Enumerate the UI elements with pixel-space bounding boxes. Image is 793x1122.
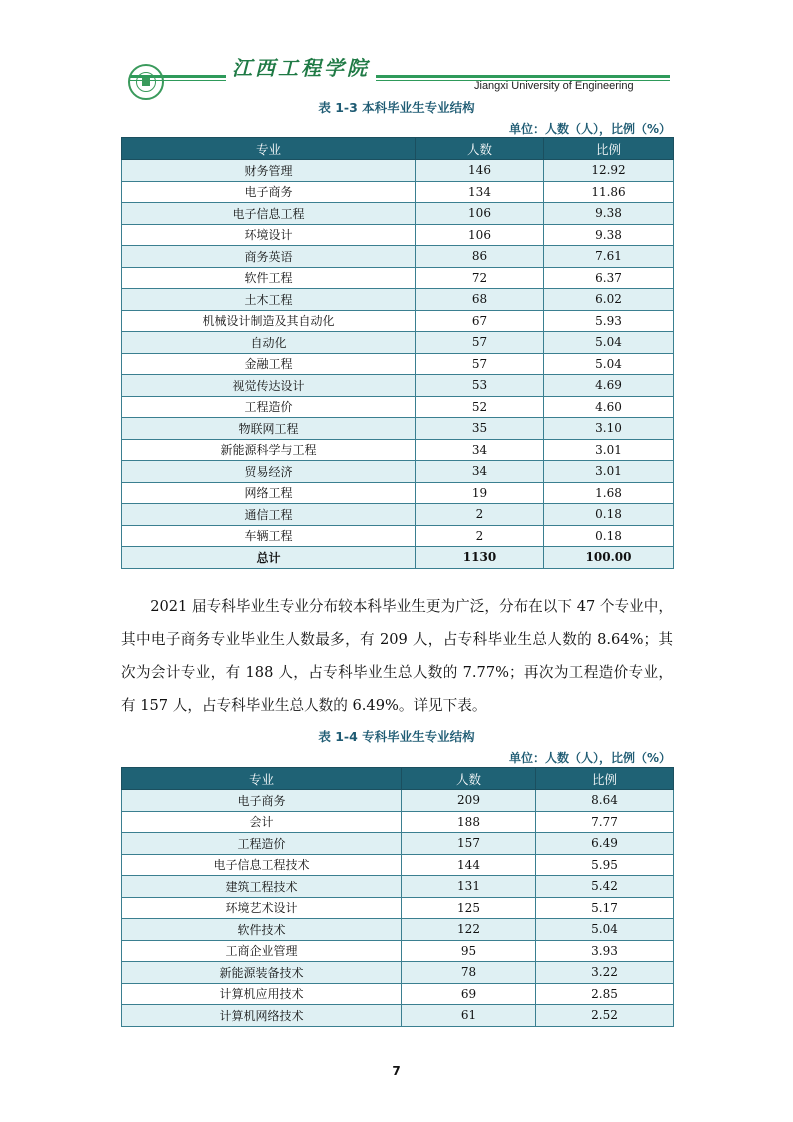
cell-count: 106 — [416, 203, 544, 225]
cell-ratio: 5.42 — [536, 876, 674, 898]
table-row — [122, 267, 674, 289]
table-row — [122, 181, 674, 203]
column-header-major: 专业 — [122, 138, 416, 160]
cell-major: 电子商务 — [122, 790, 402, 812]
cell-major: 计算机网络技术 — [122, 1005, 402, 1027]
cell-count: 34 — [416, 439, 544, 461]
cell-major: 软件工程 — [122, 267, 416, 289]
cell-major: 电子商务 — [122, 181, 416, 203]
cell-count: 131 — [402, 876, 536, 898]
cell-ratio: 7.77 — [536, 811, 674, 833]
table-row — [122, 289, 674, 311]
cell-major: 物联网工程 — [122, 418, 416, 440]
cell-major: 环境艺术设计 — [122, 897, 402, 919]
column-header-major: 专业 — [122, 768, 402, 790]
cell-major: 新能源科学与工程 — [122, 439, 416, 461]
table1-caption: 表 1-3 本科毕业生专业结构 — [318, 100, 475, 115]
cell-total-ratio: 100.00 — [544, 547, 674, 569]
cell-major: 自动化 — [122, 332, 416, 354]
cell-ratio: 5.04 — [536, 919, 674, 941]
table-row — [122, 897, 674, 919]
cell-count: 67 — [416, 310, 544, 332]
table-row — [122, 332, 674, 354]
table-row — [122, 375, 674, 397]
cell-ratio: 0.18 — [544, 504, 674, 526]
undergrad-major-table — [121, 137, 674, 569]
page-number: 7 — [392, 1064, 401, 1078]
table-row — [122, 160, 674, 182]
table-row — [122, 876, 674, 898]
cell-count: 86 — [416, 246, 544, 268]
brand-name-en: Jiangxi University of Engineering — [474, 80, 634, 92]
cell-count: 53 — [416, 375, 544, 397]
cell-major: 工商企业管理 — [122, 940, 402, 962]
header-rule-thick — [130, 75, 670, 78]
table-row — [122, 461, 674, 483]
cell-ratio: 3.01 — [544, 461, 674, 483]
column-header-ratio: 比例 — [536, 768, 674, 790]
cell-count: 144 — [402, 854, 536, 876]
cell-major: 电子信息工程技术 — [122, 854, 402, 876]
column-header-ratio: 比例 — [544, 138, 674, 160]
cell-ratio: 11.86 — [544, 181, 674, 203]
cell-count: 61 — [402, 1005, 536, 1027]
cell-count: 2 — [416, 525, 544, 547]
table2-unit: 单位：人数（人），比例（%） — [508, 751, 671, 765]
table-row — [122, 224, 674, 246]
cell-ratio: 5.04 — [544, 353, 674, 375]
cell-major: 商务英语 — [122, 246, 416, 268]
cell-major: 电子信息工程 — [122, 203, 416, 225]
brand-name-cn: 江西工程学院 — [226, 52, 376, 81]
table-row — [122, 919, 674, 941]
cell-ratio: 9.38 — [544, 224, 674, 246]
cell-major: 工程造价 — [122, 833, 402, 855]
cell-major: 软件技术 — [122, 919, 402, 941]
cell-major: 会计 — [122, 811, 402, 833]
cell-ratio: 6.49 — [536, 833, 674, 855]
cell-count: 57 — [416, 332, 544, 354]
cell-count: 209 — [402, 790, 536, 812]
cell-count: 134 — [416, 181, 544, 203]
column-header-count: 人数 — [416, 138, 544, 160]
cell-ratio: 4.60 — [544, 396, 674, 418]
cell-ratio: 2.85 — [536, 983, 674, 1005]
cell-count: 52 — [416, 396, 544, 418]
table-row — [122, 962, 674, 984]
cell-count: 72 — [416, 267, 544, 289]
cell-count: 106 — [416, 224, 544, 246]
cell-count: 188 — [402, 811, 536, 833]
cell-total-label: 总计 — [122, 547, 416, 569]
table-row — [122, 1005, 674, 1027]
cell-major: 机械设计制造及其自动化 — [122, 310, 416, 332]
cell-major: 贸易经济 — [122, 461, 416, 483]
junior-college-major-table — [121, 767, 674, 1027]
cell-major: 建筑工程技术 — [122, 876, 402, 898]
table-row — [122, 811, 674, 833]
cell-count: 157 — [402, 833, 536, 855]
cell-ratio: 7.61 — [544, 246, 674, 268]
table-row — [122, 482, 674, 504]
cell-ratio: 5.17 — [536, 897, 674, 919]
table-row — [122, 310, 674, 332]
cell-ratio: 2.52 — [536, 1005, 674, 1027]
table-row — [122, 525, 674, 547]
cell-major: 土木工程 — [122, 289, 416, 311]
cell-ratio: 9.38 — [544, 203, 674, 225]
cell-major: 网络工程 — [122, 482, 416, 504]
table-row — [122, 940, 674, 962]
cell-ratio: 5.93 — [544, 310, 674, 332]
table-row — [122, 854, 674, 876]
cell-ratio: 0.18 — [544, 525, 674, 547]
table-row — [122, 246, 674, 268]
table1-unit: 单位：人数（人），比例（%） — [508, 122, 671, 136]
cell-ratio: 8.64 — [536, 790, 674, 812]
table-row — [122, 418, 674, 440]
cell-total-count: 1130 — [416, 547, 544, 569]
cell-ratio: 3.93 — [536, 940, 674, 962]
cell-count: 95 — [402, 940, 536, 962]
table-row — [122, 203, 674, 225]
cell-count: 57 — [416, 353, 544, 375]
table-row — [122, 983, 674, 1005]
cell-major: 财务管理 — [122, 160, 416, 182]
cell-count: 68 — [416, 289, 544, 311]
cell-ratio: 12.92 — [544, 160, 674, 182]
cell-count: 125 — [402, 897, 536, 919]
cell-ratio: 3.01 — [544, 439, 674, 461]
table-total-row — [122, 547, 674, 569]
table-row — [122, 790, 674, 812]
cell-ratio: 4.69 — [544, 375, 674, 397]
cell-ratio: 5.04 — [544, 332, 674, 354]
cell-count: 69 — [402, 983, 536, 1005]
cell-ratio: 6.37 — [544, 267, 674, 289]
table-row — [122, 396, 674, 418]
cell-count: 146 — [416, 160, 544, 182]
cell-count: 19 — [416, 482, 544, 504]
cell-ratio: 3.22 — [536, 962, 674, 984]
cell-count: 34 — [416, 461, 544, 483]
cell-major: 环境设计 — [122, 224, 416, 246]
cell-ratio: 1.68 — [544, 482, 674, 504]
cell-major: 新能源装备技术 — [122, 962, 402, 984]
university-logo-icon — [128, 64, 164, 100]
cell-ratio: 6.02 — [544, 289, 674, 311]
cell-major: 视觉传达设计 — [122, 375, 416, 397]
cell-major: 金融工程 — [122, 353, 416, 375]
cell-ratio: 3.10 — [544, 418, 674, 440]
cell-count: 35 — [416, 418, 544, 440]
table-row — [122, 504, 674, 526]
cell-major: 通信工程 — [122, 504, 416, 526]
column-header-count: 人数 — [402, 768, 536, 790]
cell-count: 2 — [416, 504, 544, 526]
cell-ratio: 5.95 — [536, 854, 674, 876]
paragraph-text: 2021 届专科毕业生专业分布较本科毕业生更为广泛，分布在以下 47 个专业中，其中电子商务专业毕业生人数最多，有 209 人，占专科毕业生总人数的 8.64%；其次为会计专业，有 188 人，占专科毕业生总人数的 7.77%；再次为工程造价专业，有 157 人，占专科毕业生总人数的 6.49%。详见下表。 — [121, 598, 673, 714]
table-row — [122, 833, 674, 855]
body-paragraph — [121, 590, 673, 722]
cell-major: 车辆工程 — [122, 525, 416, 547]
table2-caption: 表 1-4 专科毕业生专业结构 — [318, 729, 475, 744]
cell-major: 工程造价 — [122, 396, 416, 418]
table-row — [122, 439, 674, 461]
cell-count: 122 — [402, 919, 536, 941]
table-row — [122, 353, 674, 375]
cell-major: 计算机应用技术 — [122, 983, 402, 1005]
cell-count: 78 — [402, 962, 536, 984]
page-header — [0, 0, 793, 100]
